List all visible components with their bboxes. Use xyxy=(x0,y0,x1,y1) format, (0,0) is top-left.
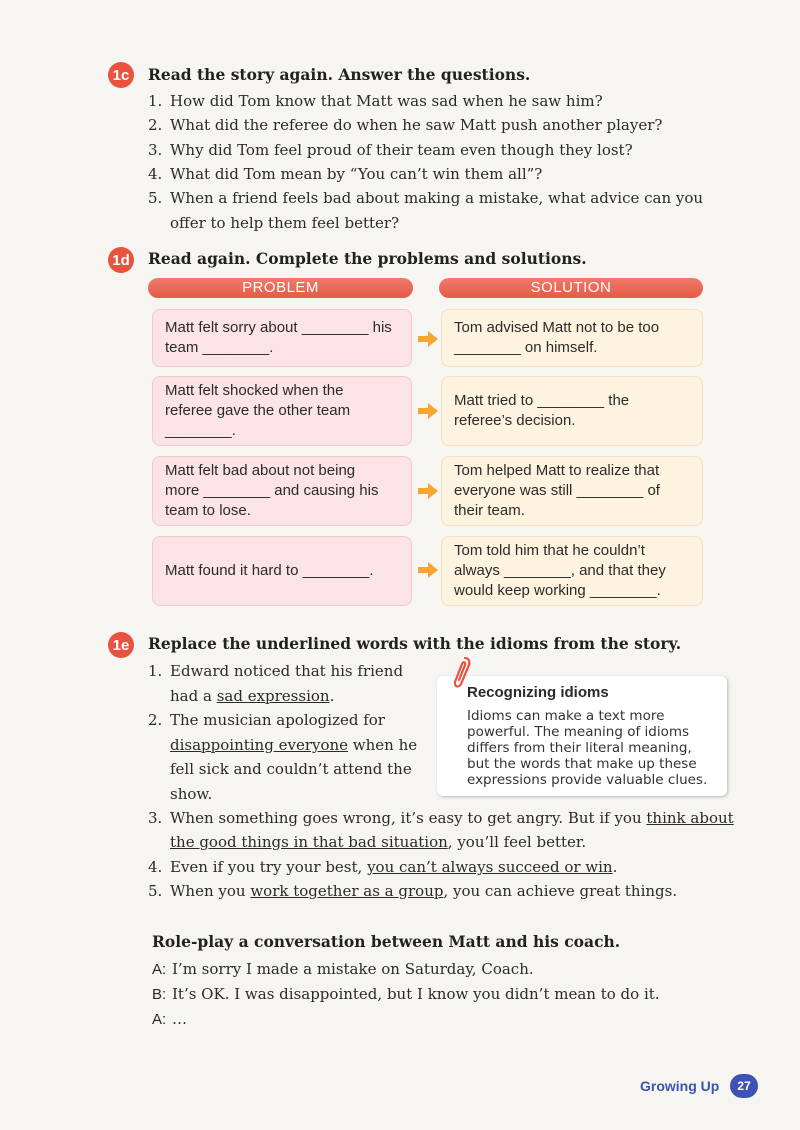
arrow-right-icon xyxy=(418,483,438,499)
question-1c-2 xyxy=(148,113,662,137)
solution-line: Matt tried to ________ the xyxy=(454,392,630,409)
problem-line: Matt found it hard to ________. xyxy=(165,562,374,579)
solution-line: their team. xyxy=(454,502,525,519)
solution-box-2 xyxy=(441,376,703,446)
arrow-right-icon xyxy=(418,403,438,419)
problem-line: Matt felt shocked when the xyxy=(165,382,344,399)
text: . xyxy=(612,858,618,876)
underlined-phrase: the good things in that bad situation xyxy=(170,833,448,851)
problem-line: Matt felt bad about not being xyxy=(165,462,356,479)
question-1c-5 xyxy=(148,186,703,210)
problem-box-2 xyxy=(152,376,412,446)
question-number: 3. xyxy=(148,141,163,159)
text: , you’ll feel better. xyxy=(447,833,587,851)
underlined-phrase: work together as a group xyxy=(250,882,444,900)
exercise-badge-1d: 1d xyxy=(108,247,134,273)
dialog-text: … xyxy=(172,1010,187,1028)
solution-line: Tom told him that he couldn’t xyxy=(454,542,645,559)
underlined-phrase: you can’t always succeed or win xyxy=(367,858,613,876)
question-text: Edward noticed that his friend xyxy=(170,662,404,680)
problem-header: PROBLEM xyxy=(148,278,413,298)
solution-line: referee’s decision. xyxy=(454,412,576,429)
question-text: What did Tom mean by “You can’t win them all”? xyxy=(170,165,543,183)
underlined-phrase: disappointing everyone xyxy=(170,736,349,754)
question-text: When a friend feels bad about making a mistake, what advice can you xyxy=(170,189,704,207)
question-number: 1. xyxy=(148,662,163,680)
solution-line: everyone was still ________ of xyxy=(454,482,660,499)
problem-line: more ________ and causing his xyxy=(165,482,379,499)
text: , you can achieve great things. xyxy=(443,882,678,900)
arrow-right-icon xyxy=(418,562,438,578)
roleplay-heading: Role-play a conversation between Matt and his coach. xyxy=(152,932,621,951)
speaker-label: A: xyxy=(152,961,167,978)
question-1e-4 xyxy=(148,855,617,879)
question-1c-3 xyxy=(148,138,633,162)
tip-line: differs from their literal meaning, xyxy=(467,740,692,756)
dialog-text: It’s OK. I was disappointed, but I know you didn’t mean to do it. xyxy=(172,985,660,1003)
question-text: The musician apologized for xyxy=(170,711,385,729)
question-1e-1-continued xyxy=(148,684,334,708)
solution-line: always ________, and that they xyxy=(454,562,666,579)
text: Even if you try your best, xyxy=(170,858,368,876)
exercise-badge-1c: 1c xyxy=(108,62,134,88)
problem-box-1 xyxy=(152,309,412,367)
problem-line: ________. xyxy=(165,422,236,439)
tip-line: but the words that make up these xyxy=(467,756,697,772)
solution-line: would keep working ________. xyxy=(454,582,661,599)
speaker-label: A: xyxy=(152,1011,167,1028)
solution-box-1 xyxy=(441,309,703,367)
exercise-heading-1e: Replace the underlined words with the idioms from the story. xyxy=(148,634,682,653)
text: had a xyxy=(170,687,217,705)
exercise-badge-1e: 1e xyxy=(108,632,134,658)
question-number: 1. xyxy=(148,92,163,110)
question-number: 5. xyxy=(148,882,163,900)
exercise-heading-1c: Read the story again. Answer the questions. xyxy=(148,65,531,84)
page-number: 27 xyxy=(730,1074,758,1098)
solution-line: Tom advised Matt not to be too xyxy=(454,319,660,336)
solution-box-3 xyxy=(441,456,703,526)
tip-line: powerful. The meaning of idioms xyxy=(467,724,690,740)
dialog-line xyxy=(152,1010,187,1028)
problem-box-4 xyxy=(152,536,412,606)
text: . xyxy=(329,687,335,705)
footer-unit-title: Growing Up xyxy=(640,1078,720,1094)
question-number: 2. xyxy=(148,116,163,134)
question-1e-2-continued: show. xyxy=(170,785,213,803)
question-text: Why did Tom feel proud of their team even though they lost? xyxy=(170,141,633,159)
question-1e-3-continued xyxy=(148,830,586,854)
text: When you xyxy=(170,882,251,900)
question-1e-1 xyxy=(148,659,403,683)
tip-box xyxy=(437,676,727,796)
dialog-line xyxy=(152,960,534,978)
question-1e-5 xyxy=(148,879,677,903)
question-1e-2 xyxy=(148,708,385,732)
dialog-line xyxy=(152,985,660,1003)
question-text: How did Tom know that Matt was sad when he saw him? xyxy=(170,92,603,110)
question-1e-3 xyxy=(148,806,734,830)
problem-line: team ________. xyxy=(165,339,274,356)
question-1c-5-continued: offer to help them feel better? xyxy=(170,214,400,232)
tip-line: Idioms can make a text more xyxy=(467,708,665,724)
problem-line: referee gave the other team xyxy=(165,402,351,419)
question-number: 5. xyxy=(148,189,163,207)
solution-header: SOLUTION xyxy=(439,278,703,298)
question-1c-4 xyxy=(148,162,542,186)
question-number: 4. xyxy=(148,165,163,183)
question-number: 2. xyxy=(148,711,163,729)
question-number: 4. xyxy=(148,858,163,876)
question-1c-1 xyxy=(148,89,603,113)
underlined-phrase: think about xyxy=(646,809,734,827)
question-1e-2-continued: fell sick and couldn’t attend the xyxy=(170,760,412,778)
speaker-label: B: xyxy=(152,986,167,1003)
arrow-right-icon xyxy=(418,331,438,347)
solution-box-4 xyxy=(441,536,703,606)
exercise-heading-1d: Read again. Complete the problems and solutions. xyxy=(148,249,587,268)
problem-line: team to lose. xyxy=(165,502,251,519)
text: when he xyxy=(348,736,418,754)
underlined-phrase: sad expression xyxy=(216,687,330,705)
text: When something goes wrong, it’s easy to get angry. But if you xyxy=(170,809,647,827)
problem-line: Matt felt sorry about ________ his xyxy=(165,319,392,336)
solution-line: Tom helped Matt to realize that xyxy=(454,462,660,479)
tip-line: expressions provide valuable clues. xyxy=(467,772,708,788)
question-number: 3. xyxy=(148,809,163,827)
question-text: What did the referee do when he saw Matt push another player? xyxy=(170,116,663,134)
problem-box-3 xyxy=(152,456,412,526)
tip-title: Recognizing idioms xyxy=(467,684,609,701)
solution-line: ________ on himself. xyxy=(454,339,598,356)
question-1e-2-continued xyxy=(148,733,417,757)
dialog-text: I’m sorry I made a mistake on Saturday, Coach. xyxy=(172,960,534,978)
